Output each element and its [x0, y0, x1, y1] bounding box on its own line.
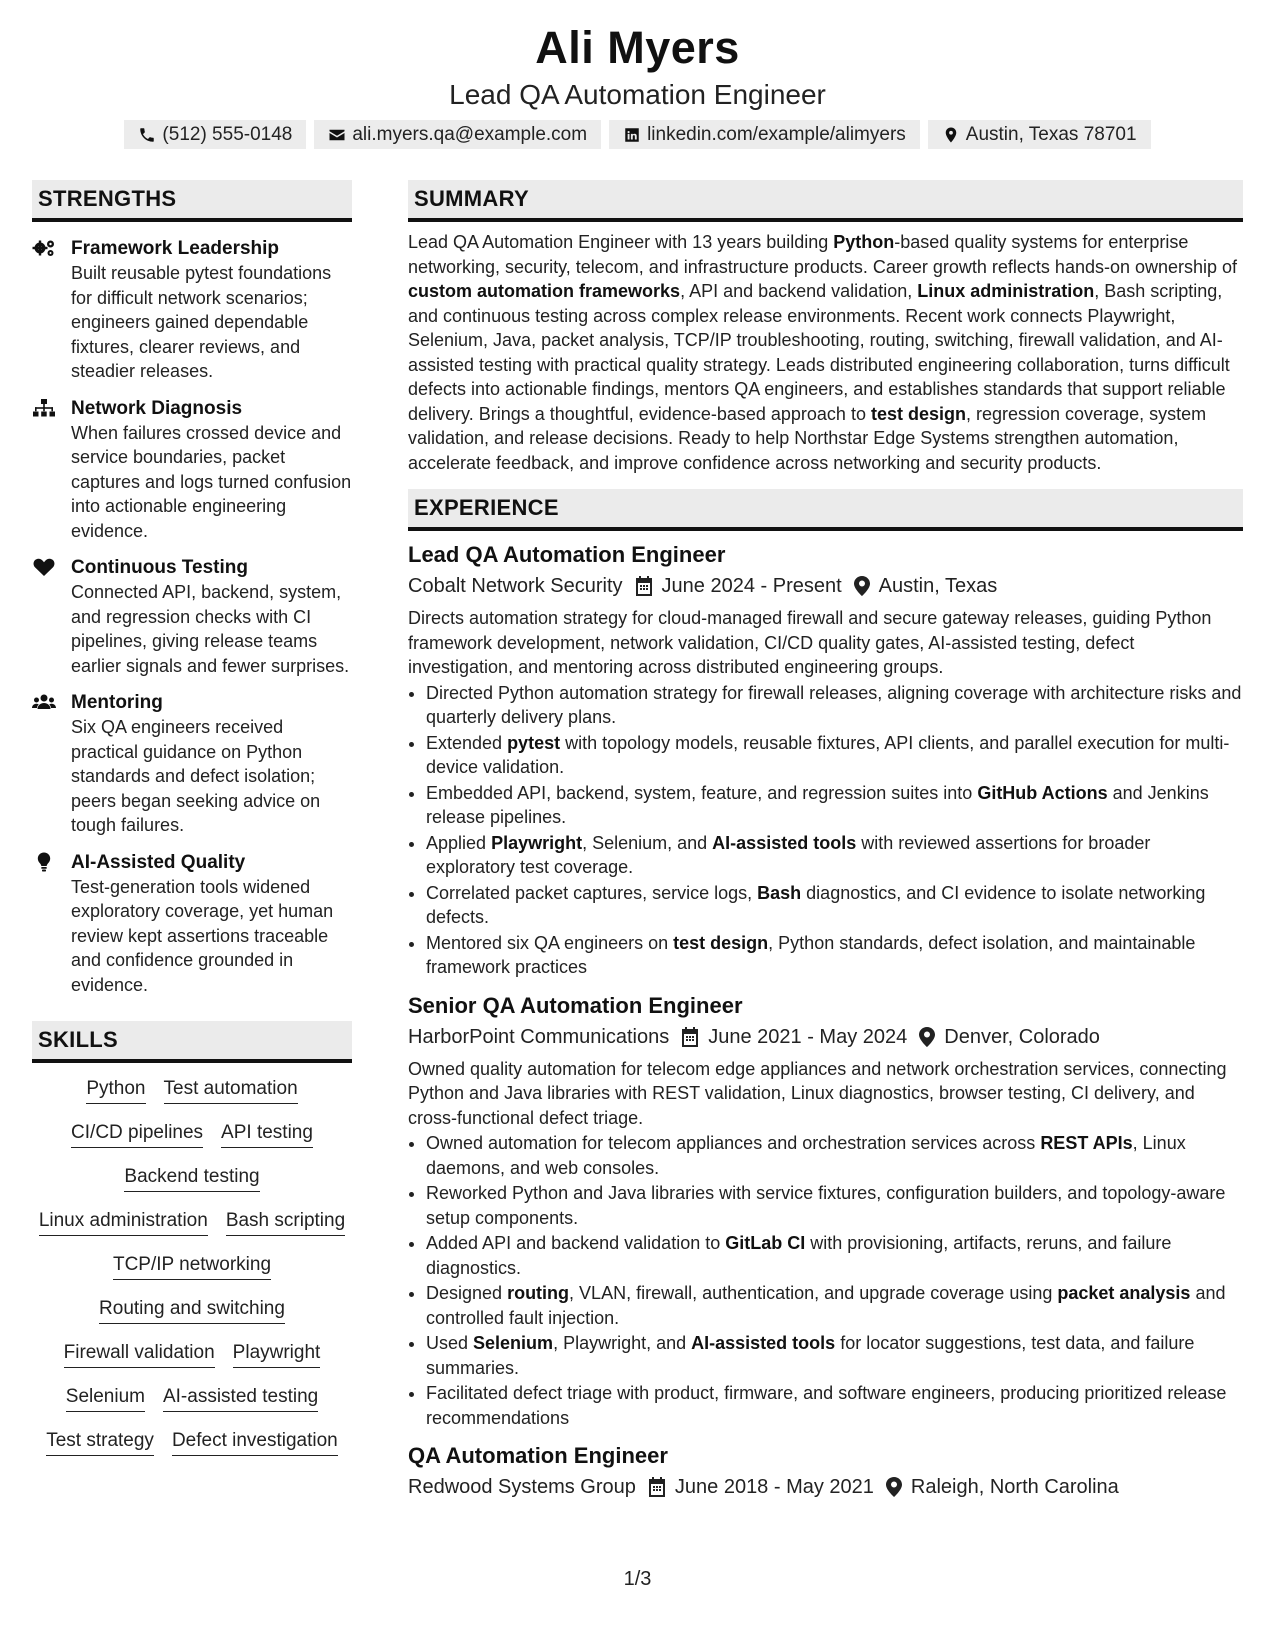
bullet-keyword: packet analysis [1057, 1283, 1191, 1303]
summary-text: , Bash scripting, and continuous testing across complex release environments. Recent work connects Playwright, Selenium, Java, packet analysis, TCP/IP troubleshooting, routing, switching, firewall validation, and AI-assisted testing with practical quality strategy. Leads distributed engineering collaboration, turns difficult defects into actionable findings, mentors QA engineers, and establishes standards that support reliable delivery. Brings a thoughtful, evidence-based approach to [408, 281, 1230, 424]
strength-title: Mentoring [71, 692, 163, 713]
strength-item [32, 236, 352, 384]
job-summary: Owned quality automation for telecom edge appliances and network orchestration services, connecting Python and Java libraries with REST validation, Linux diagnostics, browser testing, CI delivery, and cross-functional defect triage. [408, 1058, 1227, 1128]
job-bullet [426, 781, 1243, 830]
bullet-text: Extended [426, 732, 508, 753]
job-bullet [426, 731, 1243, 780]
job-dates: June 2018 - May 2021 [674, 1476, 874, 1498]
bullet-keyword: AI-assisted tools [712, 832, 857, 853]
bullet-text: , Linux daemons, and web consoles. [426, 1133, 1186, 1178]
users-icon [32, 692, 56, 712]
summary-text: Lead QA Automation Engineer with 13 years building [408, 232, 834, 252]
contact-bar [0, 120, 1275, 149]
summary-keyword: Linux administration [917, 281, 1095, 301]
strength-description: Connected API, backend, system, and regression checks with CI pipelines, giving release teams earlier signals and fewer surprises. [71, 582, 350, 676]
bullet-text: with reviewed assertions for broader exploratory test coverage. [426, 832, 1151, 877]
bullet-text: for locator suggestions, test data, and failure summaries. [426, 1333, 1195, 1378]
job-company: Cobalt Network Security [408, 575, 623, 597]
skill-tag: Test strategy [46, 1429, 154, 1456]
skill-tag: Playwright [233, 1341, 321, 1368]
skill-tag: Backend testing [124, 1165, 259, 1192]
skill-tag: API testing [221, 1121, 313, 1148]
job-location: Raleigh, North Carolina [910, 1476, 1119, 1498]
bullet-text: Facilitated defect triage with product, firmware, and software engineers, producing prioritized release recommendations [426, 1383, 1227, 1428]
bullet-keyword: GitLab CI [725, 1233, 806, 1253]
strength-item [32, 850, 352, 998]
job-bullets [408, 1131, 1243, 1430]
job-entry [408, 1442, 1243, 1501]
sitemap-icon [32, 398, 56, 418]
bullet-keyword: pytest [507, 732, 561, 753]
bullet-keyword: test design [673, 932, 769, 953]
job-title: QA Automation Engineer [408, 1443, 668, 1468]
job-entry [408, 541, 1243, 980]
strengths-list [32, 236, 352, 997]
summary-text: , regression coverage, system validation, and release decisions. Ready to help Northstar Edge Systems strengthen automation, accelerate feedback, and improve confidence across networking and security products. [408, 403, 1207, 473]
contact-location [928, 120, 1151, 149]
resume-header [0, 20, 1275, 149]
bullet-text: , Playwright, and [553, 1333, 692, 1353]
job-meta [408, 1023, 1243, 1051]
envelope-icon [328, 126, 346, 144]
experience-heading: EXPERIENCE [408, 489, 1243, 531]
bullet-text: and controlled fault injection. [426, 1283, 1226, 1328]
strengths-heading: STRENGTHS [32, 180, 352, 222]
strength-description: Six QA engineers received practical guidance on Python standards and defect isolation; peers began seeking advice on tough failures. [71, 717, 321, 835]
job-meta [408, 1473, 1243, 1501]
calendar-icon [635, 576, 653, 596]
bullet-text: with topology models, reusable fixtures, API clients, and parallel execution for multi-device validation. [426, 732, 1230, 777]
bullet-text: and Jenkins release pipelines. [426, 782, 1209, 827]
bullet-keyword: routing [507, 1283, 570, 1303]
strength-item [32, 690, 352, 838]
bullet-text: , Selenium, and [582, 832, 713, 853]
location-text: Austin, Texas 78701 [965, 123, 1137, 145]
job-bullets [408, 681, 1243, 980]
skill-tag: Bash scripting [226, 1209, 345, 1236]
job-bullet [426, 1331, 1243, 1380]
heart-icon [32, 557, 56, 577]
bullet-text: with provisioning, artifacts, reruns, and failure diagnostics. [426, 1233, 1172, 1278]
left-column [32, 180, 352, 1456]
job-company: Redwood Systems Group [408, 1476, 636, 1498]
summary-text: -based quality systems for enterprise networking, security, telecom, and infrastructure products. Career growth reflects hands-on ownership of [408, 232, 1238, 277]
skill-tag: Selenium [66, 1385, 145, 1412]
job-bullet [426, 1181, 1243, 1230]
job-location: Austin, Texas [878, 575, 998, 597]
strength-title: Network Diagnosis [71, 397, 243, 419]
skills-list [32, 1077, 352, 1456]
job-bullet [426, 1131, 1243, 1180]
contact-phone[interactable] [124, 120, 306, 149]
contact-email[interactable] [314, 120, 601, 149]
job-meta [408, 572, 1243, 600]
summary-keyword: Python [833, 232, 895, 252]
strength-title: AI-Assisted Quality [71, 851, 246, 873]
summary-text: , API and backend validation, [680, 281, 918, 301]
skill-tag: AI-assisted testing [163, 1385, 318, 1412]
summary-keyword: test design [870, 403, 966, 424]
phone-text: (512) 555-0148 [162, 123, 293, 145]
gears-icon [32, 238, 56, 258]
skill-tag: Defect investigation [172, 1429, 338, 1456]
bullet-keyword: REST APIs [1040, 1133, 1133, 1153]
linkedin-icon [623, 126, 641, 144]
job-company: HarborPoint Communications [408, 1025, 670, 1048]
strength-description: Test-generation tools widened exploratory coverage, yet human review kept assertions traceable and confidence grounded in evidence. [71, 876, 334, 995]
right-column [408, 180, 1243, 1501]
summary-heading: SUMMARY [408, 180, 1243, 222]
skills-heading: SKILLS [32, 1021, 352, 1063]
skill-tag: CI/CD pipelines [71, 1121, 203, 1148]
job-dates: June 2024 - Present [661, 575, 842, 597]
job-summary: Directs automation strategy for cloud-managed firewall and secure gateway releases, guiding Python framework development, network validation, CI/CD quality gates, AI-assisted testing, defect investigation, and mentoring across distributed engineering groups. [408, 608, 1212, 677]
bullet-text: diagnostics, and CI evidence to isolate networking defects. [426, 882, 1206, 927]
email-text: ali.myers.qa@example.com [352, 123, 588, 145]
bullet-text: Embedded API, backend, system, feature, and regression suites into [426, 782, 978, 803]
skill-tag: TCP/IP networking [113, 1253, 271, 1280]
strength-title: Continuous Testing [71, 557, 248, 578]
bullet-text: Directed Python automation strategy for firewall releases, aligning coverage with architecture risks and quarterly delivery plans. [426, 682, 1242, 727]
skill-tag: Firewall validation [64, 1341, 215, 1368]
bullet-text: , Python standards, defect isolation, and maintainable framework practices [426, 932, 1196, 977]
job-dates: June 2021 - May 2024 [708, 1025, 908, 1048]
strength-item [32, 555, 352, 678]
strength-description: When failures crossed device and service boundaries, packet captures and logs turned confusion into actionable engineering evidence. [71, 422, 352, 541]
lightbulb-icon [32, 852, 56, 872]
contact-linkedin[interactable] [609, 120, 920, 149]
job-entry [408, 992, 1243, 1431]
bullet-text: Reworked Python and Java libraries with service fixtures, configuration builders, and topology-aware setup components. [426, 1183, 1226, 1228]
bullet-text: , VLAN, firewall, authentication, and upgrade coverage using [569, 1283, 1058, 1303]
skill-tag: Routing and switching [99, 1297, 285, 1324]
map-pin-icon [942, 126, 960, 144]
skill-tag: Test automation [164, 1077, 298, 1104]
candidate-title: Lead QA Automation Engineer [449, 79, 826, 110]
bullet-keyword: Bash [757, 882, 802, 903]
map-pin-icon [919, 1027, 935, 1047]
job-bullet [426, 831, 1243, 880]
bullet-text: Added API and backend validation to [426, 1233, 726, 1253]
job-bullet [426, 681, 1243, 730]
skill-tag: Python [86, 1077, 145, 1104]
phone-icon [138, 126, 156, 144]
strength-description: Built reusable pytest foundations for difficult network scenarios; engineers gained dependable fixtures, clearer reviews, and steadier releases. [71, 263, 332, 381]
bullet-text: Owned automation for telecom appliances and orchestration services across [426, 1133, 1041, 1153]
bullet-text: Applied [426, 832, 492, 853]
bullet-keyword: Selenium [473, 1333, 554, 1353]
job-title: Lead QA Automation Engineer [408, 542, 726, 567]
summary-keyword: custom automation frameworks [408, 281, 681, 301]
job-title: Senior QA Automation Engineer [408, 992, 743, 1018]
job-bullet [426, 881, 1243, 930]
skill-tag: Linux administration [39, 1209, 208, 1236]
page-number: 1/3 [623, 1568, 652, 1590]
job-bullet [426, 931, 1243, 980]
job-bullet [426, 1281, 1243, 1330]
bullet-text: Used [426, 1333, 474, 1353]
strength-item [32, 396, 352, 544]
linkedin-text: linkedin.com/example/alimyers [647, 123, 906, 145]
job-bullet [426, 1231, 1243, 1280]
calendar-icon [648, 1477, 666, 1497]
strength-title: Framework Leadership [71, 238, 280, 259]
map-pin-icon [854, 576, 870, 596]
bullet-text: Correlated packet captures, service logs, [426, 882, 758, 903]
bullet-text: Mentored six QA engineers on [426, 932, 674, 953]
bullet-keyword: GitHub Actions [977, 782, 1108, 803]
summary-paragraph [408, 230, 1243, 475]
job-bullet [426, 1381, 1243, 1430]
calendar-icon [681, 1027, 699, 1047]
bullet-keyword: AI-assisted tools [691, 1333, 836, 1353]
map-pin-icon [886, 1477, 902, 1497]
candidate-name: Ali Myers [535, 22, 740, 73]
bullet-keyword: Playwright [491, 832, 583, 853]
job-location: Denver, Colorado [944, 1025, 1100, 1048]
bullet-text: Designed [426, 1283, 508, 1303]
